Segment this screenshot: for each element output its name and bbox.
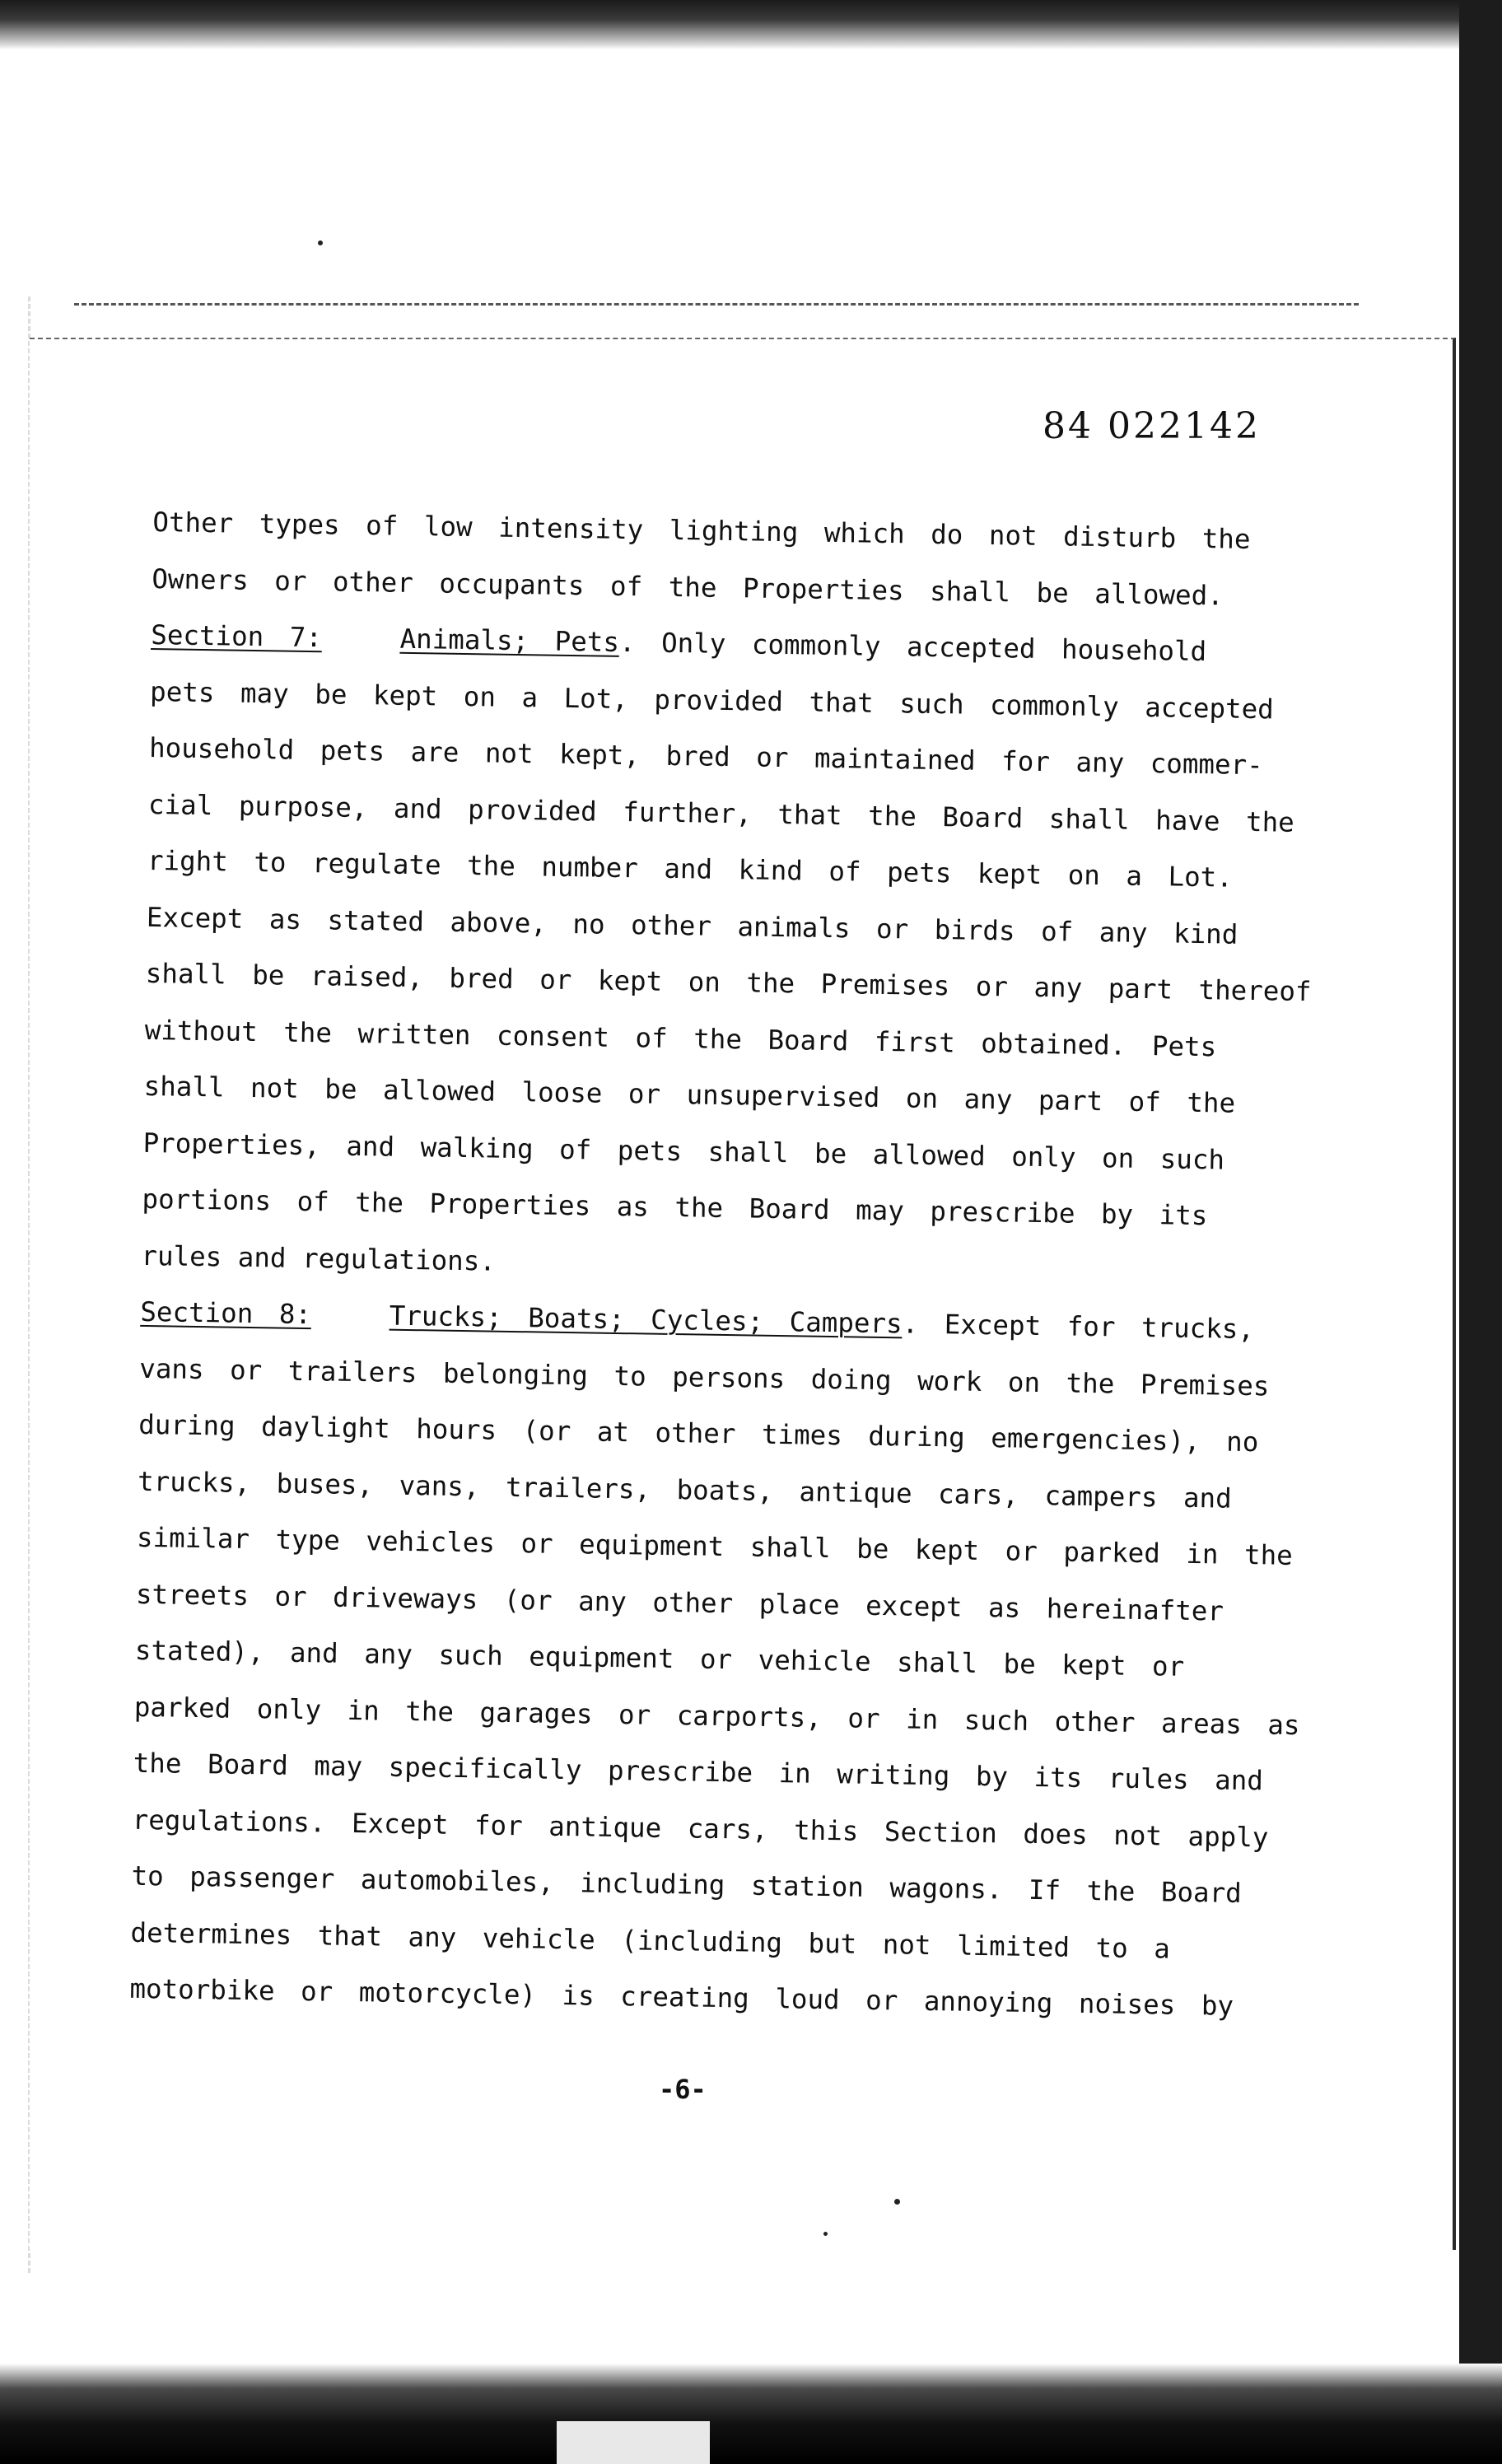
text-line: Except as stated above, no other animals or birds of any kind (146, 901, 1238, 950)
text-line: trucks, buses, vans, trailers, boats, antique cars, campers and (137, 1465, 1233, 1514)
text-line: pets may be kept on a Lot, provided that such commonly accepted (149, 675, 1275, 725)
document-number: 84 022142 (1043, 405, 1261, 447)
text-line: similar type vehicles or equipment shall be kept or parked in the (136, 1521, 1294, 1571)
sheet-edge (74, 303, 1359, 309)
text-line: to passenger automobiles, including station wagons. If the Board (131, 1860, 1243, 1909)
section-8-title: Trucks; Boats; Cycles; Campers (389, 1300, 903, 1340)
text-line: rules and regulations. (141, 1239, 497, 1277)
scan-speck (823, 2232, 828, 2236)
scan-speck (318, 240, 323, 245)
text-line: during daylight hours (or at other times during emergencies), no (138, 1408, 1259, 1458)
section-8-text: . Except for trucks, (902, 1308, 1255, 1346)
text-line: right to regulate the number and kind of pets kept on a Lot. (147, 844, 1234, 894)
section-7-heading: Section 7: (151, 618, 323, 654)
scan-border-right (1459, 0, 1502, 2464)
scan-speck (894, 2199, 900, 2205)
text-line: Other types of low intensity lighting which do not disturb the (152, 506, 1251, 555)
text-line: regulations. Except for antique cars, this Section does not apply (132, 1804, 1269, 1853)
text-line: vans or trailers belonging to persons doing work on the Premises (139, 1352, 1270, 1402)
text-line: household pets are not kept, bred or maintained for any commer- (148, 731, 1263, 782)
section-7-text: . Only commonly accepted household (618, 626, 1207, 668)
page-number: -6- (659, 2074, 707, 2105)
text-line: portions of the Properties as the Board may prescribe by its (142, 1183, 1208, 1232)
text-line: Owners or other occupants of the Properties shall be allowed. (152, 562, 1224, 611)
scan-label-sticker (557, 2421, 710, 2464)
section-8-heading: Section 8: (140, 1295, 312, 1331)
text-line: shall be raised, bred or kept on the Premises or any part thereof (145, 957, 1312, 1008)
section-7-title: Animals; Pets (399, 623, 620, 658)
scan-border-bottom (0, 2364, 1502, 2464)
text-line: motorbike or motorcycle) is creating loud or annoying noises by (129, 1972, 1234, 2022)
text-line: streets or driveways (or any other place except as hereinafter (135, 1578, 1224, 1627)
scan-border-left (0, 296, 30, 2273)
document-body (129, 494, 1312, 2035)
text-line: shall not be allowed loose or unsupervised on any part of the (143, 1070, 1236, 1119)
text-line: Properties, and walking of pets shall be allowed only on such (142, 1127, 1225, 1176)
text-line: stated), and any such equipment or vehicle shall be kept or (134, 1634, 1185, 1682)
text-line: parked only in the garages or carports, or in such other areas as (133, 1691, 1300, 1741)
text-line: determines that any vehicle (including but not limited to a (130, 1916, 1171, 1965)
text-line: cial purpose, and provided further, that the Board shall have the (147, 788, 1295, 838)
text-line: the Board may specifically prescribe in writing by its rules and (133, 1747, 1264, 1797)
text-line: without the written consent of the Board first obtained. Pets (144, 1014, 1217, 1062)
scan-border-top (0, 0, 1502, 49)
